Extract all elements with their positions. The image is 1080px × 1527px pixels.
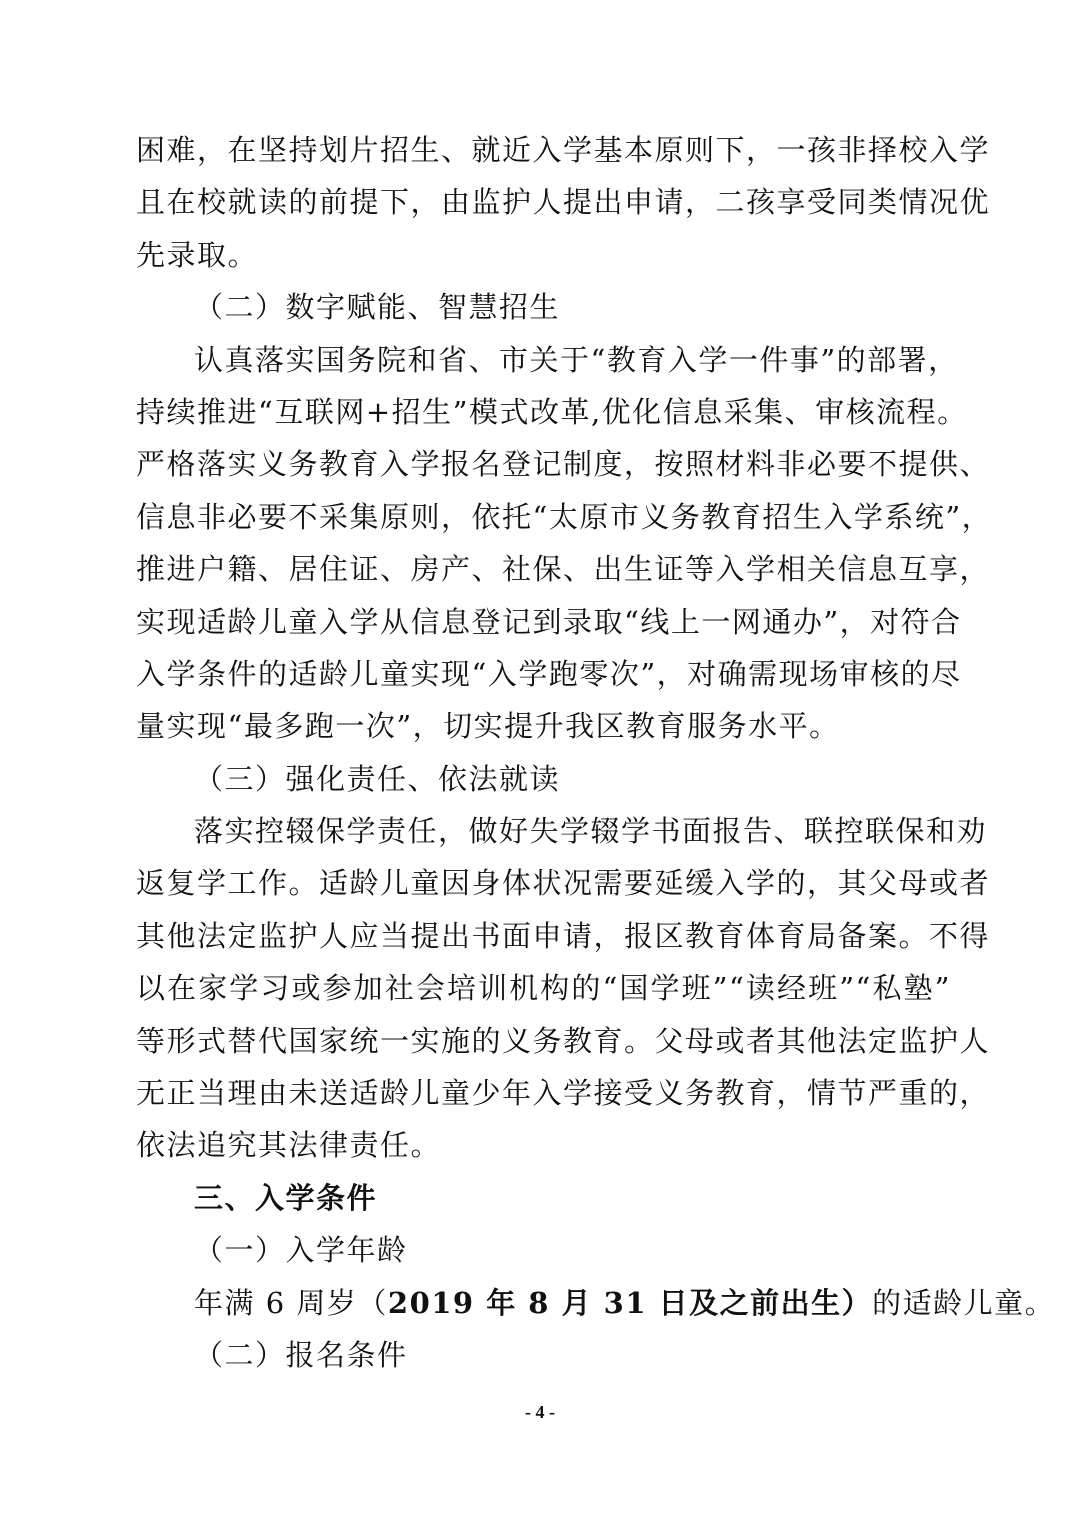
body-line: 信息非必要不采集原则，依托“太原市义务教育招生入学系统”， <box>136 499 993 534</box>
body-line: 持续推进“互联网+招生”模式改革,优化信息采集、审核流程。 <box>136 394 968 429</box>
body-line: 量实现“最多跑一次”，切实提升我区教育服务水平。 <box>136 709 840 744</box>
body-line: 认真落实国务院和省、市关于“教育入学一件事”的部署， <box>194 342 959 377</box>
body-line: 其他法定监护人应当提出书面申请，报区教育体育局备案。不得 <box>136 918 991 953</box>
body-line: 先录取。 <box>136 237 259 272</box>
age-text-pre: 年满 6 周岁（ <box>194 1285 388 1320</box>
age-birthdate-bold: 2019 年 8 月 31 日及之前出生） <box>387 1285 873 1320</box>
body-line: 无正当理由未送适龄儿童少年入学接受义务教育，情节严重的， <box>136 1076 991 1111</box>
body-line: 实现适龄儿童入学从信息登记到录取“线上一网通办”，对符合 <box>136 604 962 639</box>
body-line: 推进户籍、居住证、房产、社保、出生证等入学相关信息互享， <box>136 552 991 587</box>
enrollment-age-line <box>136 1277 1056 1329</box>
body-line: 困难，在坚持划片招生、就近入学基本原则下，一孩非择校入学 <box>136 133 991 167</box>
body-line: 且在校就读的前提下，由监护人提出申请，二孩享受同类情况优 <box>136 185 991 220</box>
age-text-post: 的适龄儿童。 <box>872 1285 1056 1320</box>
page-number: - 4 - <box>525 1402 555 1422</box>
body-line: 入学条件的适龄儿童实现“入学跑零次”，对确需现场审核的尽 <box>136 656 962 691</box>
subheading-registration-conditions: （二）报名条件 <box>194 1337 408 1372</box>
body-line: 以在家学习或参加社会培训机构的“国学班”“读经班”“私塾” <box>136 971 951 1006</box>
body-line: 返复学工作。适龄儿童因身体状况需要延缓入学的，其父母或者 <box>136 866 991 901</box>
subheading-enrollment-age: （一）入学年龄 <box>194 1233 408 1268</box>
body-line: 等形式替代国家统一实施的义务教育。父母或者其他法定监护人 <box>136 1023 991 1058</box>
subheading-digital-enrollment: （二）数字赋能、智慧招生 <box>194 290 561 325</box>
section-heading-enrollment-conditions: 三、入学条件 <box>194 1180 378 1215</box>
body-line: 落实控辍保学责任，做好失学辍学书面报告、联控联保和劝 <box>194 814 988 849</box>
subheading-responsibility: （三）强化责任、依法就读 <box>194 761 561 796</box>
document-body <box>136 124 1056 1381</box>
body-line: 严格落实义务教育入学报名登记制度，按照材料非必要不提供、 <box>136 447 991 482</box>
body-line: 依法追究其法律责任。 <box>136 1128 442 1163</box>
